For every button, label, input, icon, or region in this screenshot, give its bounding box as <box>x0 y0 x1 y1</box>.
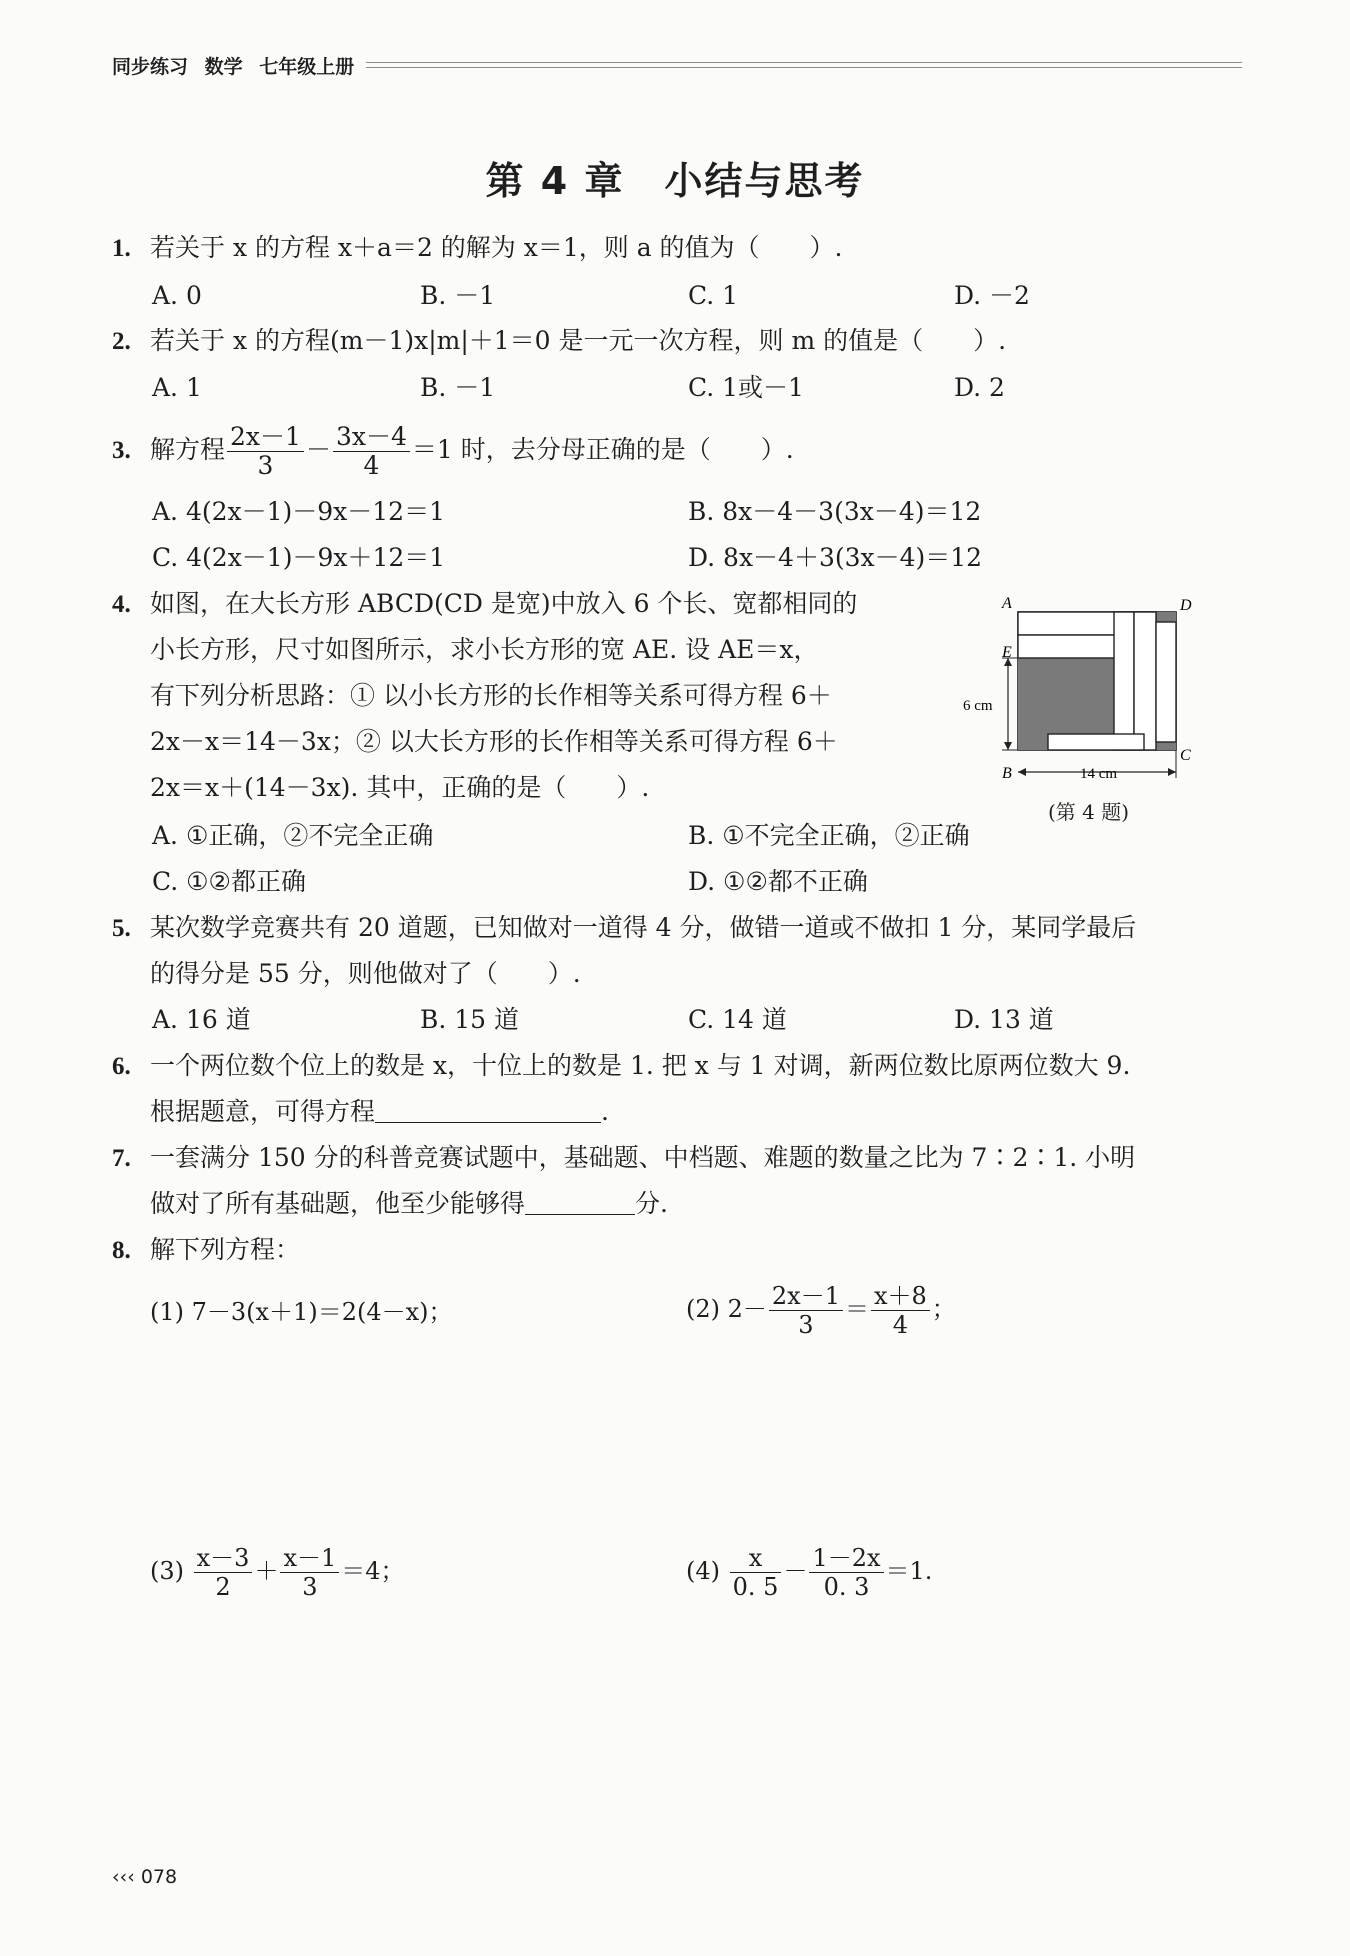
option-c: C. 4(2x－1)－9x＋12＝1 <box>152 543 446 572</box>
page-number: 078 <box>140 1866 178 1888</box>
question-5 <box>112 912 1136 945</box>
page-footer <box>112 1866 177 1888</box>
question-text: 根据题意，可得方程 <box>150 1097 376 1126</box>
option-d: D. ①②都不正确 <box>688 867 868 896</box>
question-suffix: ＝1 时，去分母正确的是（ ）. <box>411 435 794 464</box>
question-line: 有下列分析思路：① 以小长方形的长作相等关系可得方程 6＋ <box>150 681 832 710</box>
figure-caption: (第 4 题) <box>1048 800 1130 824</box>
question-stem: 解下列方程： <box>150 1235 301 1264</box>
option-a: A. 16 道 <box>152 1005 251 1034</box>
option-b: B. 15 道 <box>420 1005 520 1034</box>
small-rectangle <box>1134 612 1156 750</box>
fraction <box>333 423 410 480</box>
question-number: 3. <box>112 437 131 464</box>
option-d: D. 13 道 <box>954 1005 1054 1034</box>
question-4 <box>112 588 857 621</box>
question-prefix: 解方程 <box>150 435 226 464</box>
fraction: $\frac{x-3}{2}$ <box>194 1544 253 1601</box>
option-a: A. ①正确，②不完全正确 <box>152 821 434 850</box>
option-b: B. ①不完全正确，②正确 <box>688 821 970 850</box>
question-7 <box>112 1142 1135 1175</box>
fraction: $\frac{1-2x}{0. 3}$ <box>809 1544 883 1601</box>
fraction: $\frac{x-1}{3}$ <box>280 1544 339 1601</box>
fraction: $\frac{x+8}{4}$ <box>871 1282 930 1339</box>
small-rectangle <box>1048 734 1144 750</box>
option-c: C. 14 道 <box>688 1005 787 1034</box>
small-rectangle <box>1114 612 1134 750</box>
question-number: 4. <box>112 591 131 618</box>
denominator: 3 <box>257 451 274 480</box>
fraction <box>227 423 304 480</box>
question-line: 如图，在大长方形 ABCD(CD 是宽)中放入 6 个长、宽都相同的 <box>150 589 858 618</box>
question-number: 6. <box>112 1053 131 1080</box>
rectangle-figure <box>960 590 1240 820</box>
small-rectangle <box>1156 622 1176 742</box>
option-b: B. －1 <box>420 281 496 310</box>
chapter-title: 第 4 章 小结与思考 <box>485 159 865 203</box>
label-b: B <box>1002 765 1012 782</box>
option-d: D. －2 <box>954 281 1030 310</box>
question-stem: 若关于 x 的方程(m－1)x|m|＋1＝0 是一元一次方程，则 m 的值是（ ）. <box>150 326 1007 355</box>
answer-blank[interactable] <box>375 1098 601 1123</box>
option-a: A. 4(2x－1)－9x－12＝1 <box>152 497 445 526</box>
question-line: 一套满分 150 分的科普竞赛试题中，基础题、中档题、难题的数量之比为 7∶2∶1. 小明 <box>150 1143 1136 1172</box>
question-line: 小长方形，尺寸如图所示，求小长方形的宽 AE. 设 AE＝x， <box>150 635 819 664</box>
fraction: $\frac{2x-1}{3}$ <box>769 1282 843 1339</box>
question-line: 一个两位数个位上的数是 x，十位上的数是 1. 把 x 与 1 对调，新两位数比原两位数大 9. <box>150 1051 1131 1080</box>
question-number: 2. <box>112 328 131 355</box>
option-b: B. －1 <box>420 373 496 402</box>
running-header <box>112 50 1242 80</box>
question-line: 2x＝x＋(14－3x). 其中，正确的是（ ）. <box>150 773 650 802</box>
shaded-corner <box>1156 742 1176 750</box>
option-c: C. ①②都正确 <box>152 867 306 896</box>
label-a: A <box>1002 595 1012 612</box>
question-number: 1. <box>112 235 131 262</box>
option-c: C. 1或－1 <box>688 373 804 402</box>
answer-blank[interactable] <box>525 1190 635 1215</box>
option-a: A. 0 <box>152 281 202 310</box>
equation-3: (3) $\frac{x-3}{2}$ ＋ $\frac{x-1}{3}$ ＝4； <box>150 1544 405 1601</box>
operator: － <box>305 435 331 464</box>
question-line: 的得分是 55 分，则他做对了（ ）. <box>150 959 581 988</box>
denominator: 4 <box>363 451 380 480</box>
label-d: D <box>1180 597 1192 614</box>
question-stem: 若关于 x 的方程 x＋a＝2 的解为 x＝1，则 a 的值为（ ）. <box>150 233 843 262</box>
question-line: 根据题意，可得方程 . <box>150 1097 609 1126</box>
label-e: E <box>1002 644 1012 661</box>
option-b: B. 8x－4－3(3x－4)＝12 <box>688 497 982 526</box>
question-number: 5. <box>112 915 131 942</box>
fraction: $\frac{x}{0. 5}$ <box>730 1544 782 1601</box>
question-line: 某次数学竞赛共有 20 道题，已知做对一道得 4 分，做错一道或不做扣 1 分，某同学最后 <box>150 913 1137 942</box>
question-line: 做对了所有基础题，他至少能够得 分. <box>150 1189 668 1218</box>
question-2 <box>112 325 1006 358</box>
header-text: 同步练习 数学 七年级上册 <box>112 55 355 78</box>
question-6 <box>112 1050 1130 1083</box>
equation-4: (4) $\frac{x}{0. 5}$ － $\frac{1-2x}{0. 3}$ ＝1. <box>686 1544 933 1601</box>
option-c: C. 1 <box>688 281 739 310</box>
question-8 <box>112 1234 300 1267</box>
equation-1: (1) 7－3(x＋1)＝2(4－x)； <box>150 1298 453 1326</box>
option-d: D. 8x－4＋3(3x－4)＝12 <box>688 543 983 572</box>
question-1 <box>112 232 843 265</box>
width-label: 14 cm <box>1080 766 1118 782</box>
question-number: 7. <box>112 1145 131 1172</box>
question-line: 2x－x＝14－3x；② 以大长方形的长作相等关系可得方程 6＋ <box>150 727 838 756</box>
shaded-corner <box>1156 612 1176 622</box>
header-rule <box>366 62 1242 68</box>
chevrons-icon: ‹‹‹ <box>112 1866 135 1888</box>
question-3 <box>112 420 794 481</box>
question-text: 做对了所有基础题，他至少能够得 <box>150 1189 526 1218</box>
option-d: D. 2 <box>954 373 1005 402</box>
numerator: 3x－4 <box>333 423 410 452</box>
option-a: A. 1 <box>152 373 202 402</box>
question-number: 8. <box>112 1237 131 1264</box>
height-label: 6 cm <box>963 698 993 714</box>
numerator: 2x－1 <box>227 423 304 452</box>
equation-2: (2) 2－ $\frac{2x-1}{3}$ ＝ $\frac{x+8}{4}$ ； <box>686 1282 956 1339</box>
label-c: C <box>1180 747 1191 764</box>
